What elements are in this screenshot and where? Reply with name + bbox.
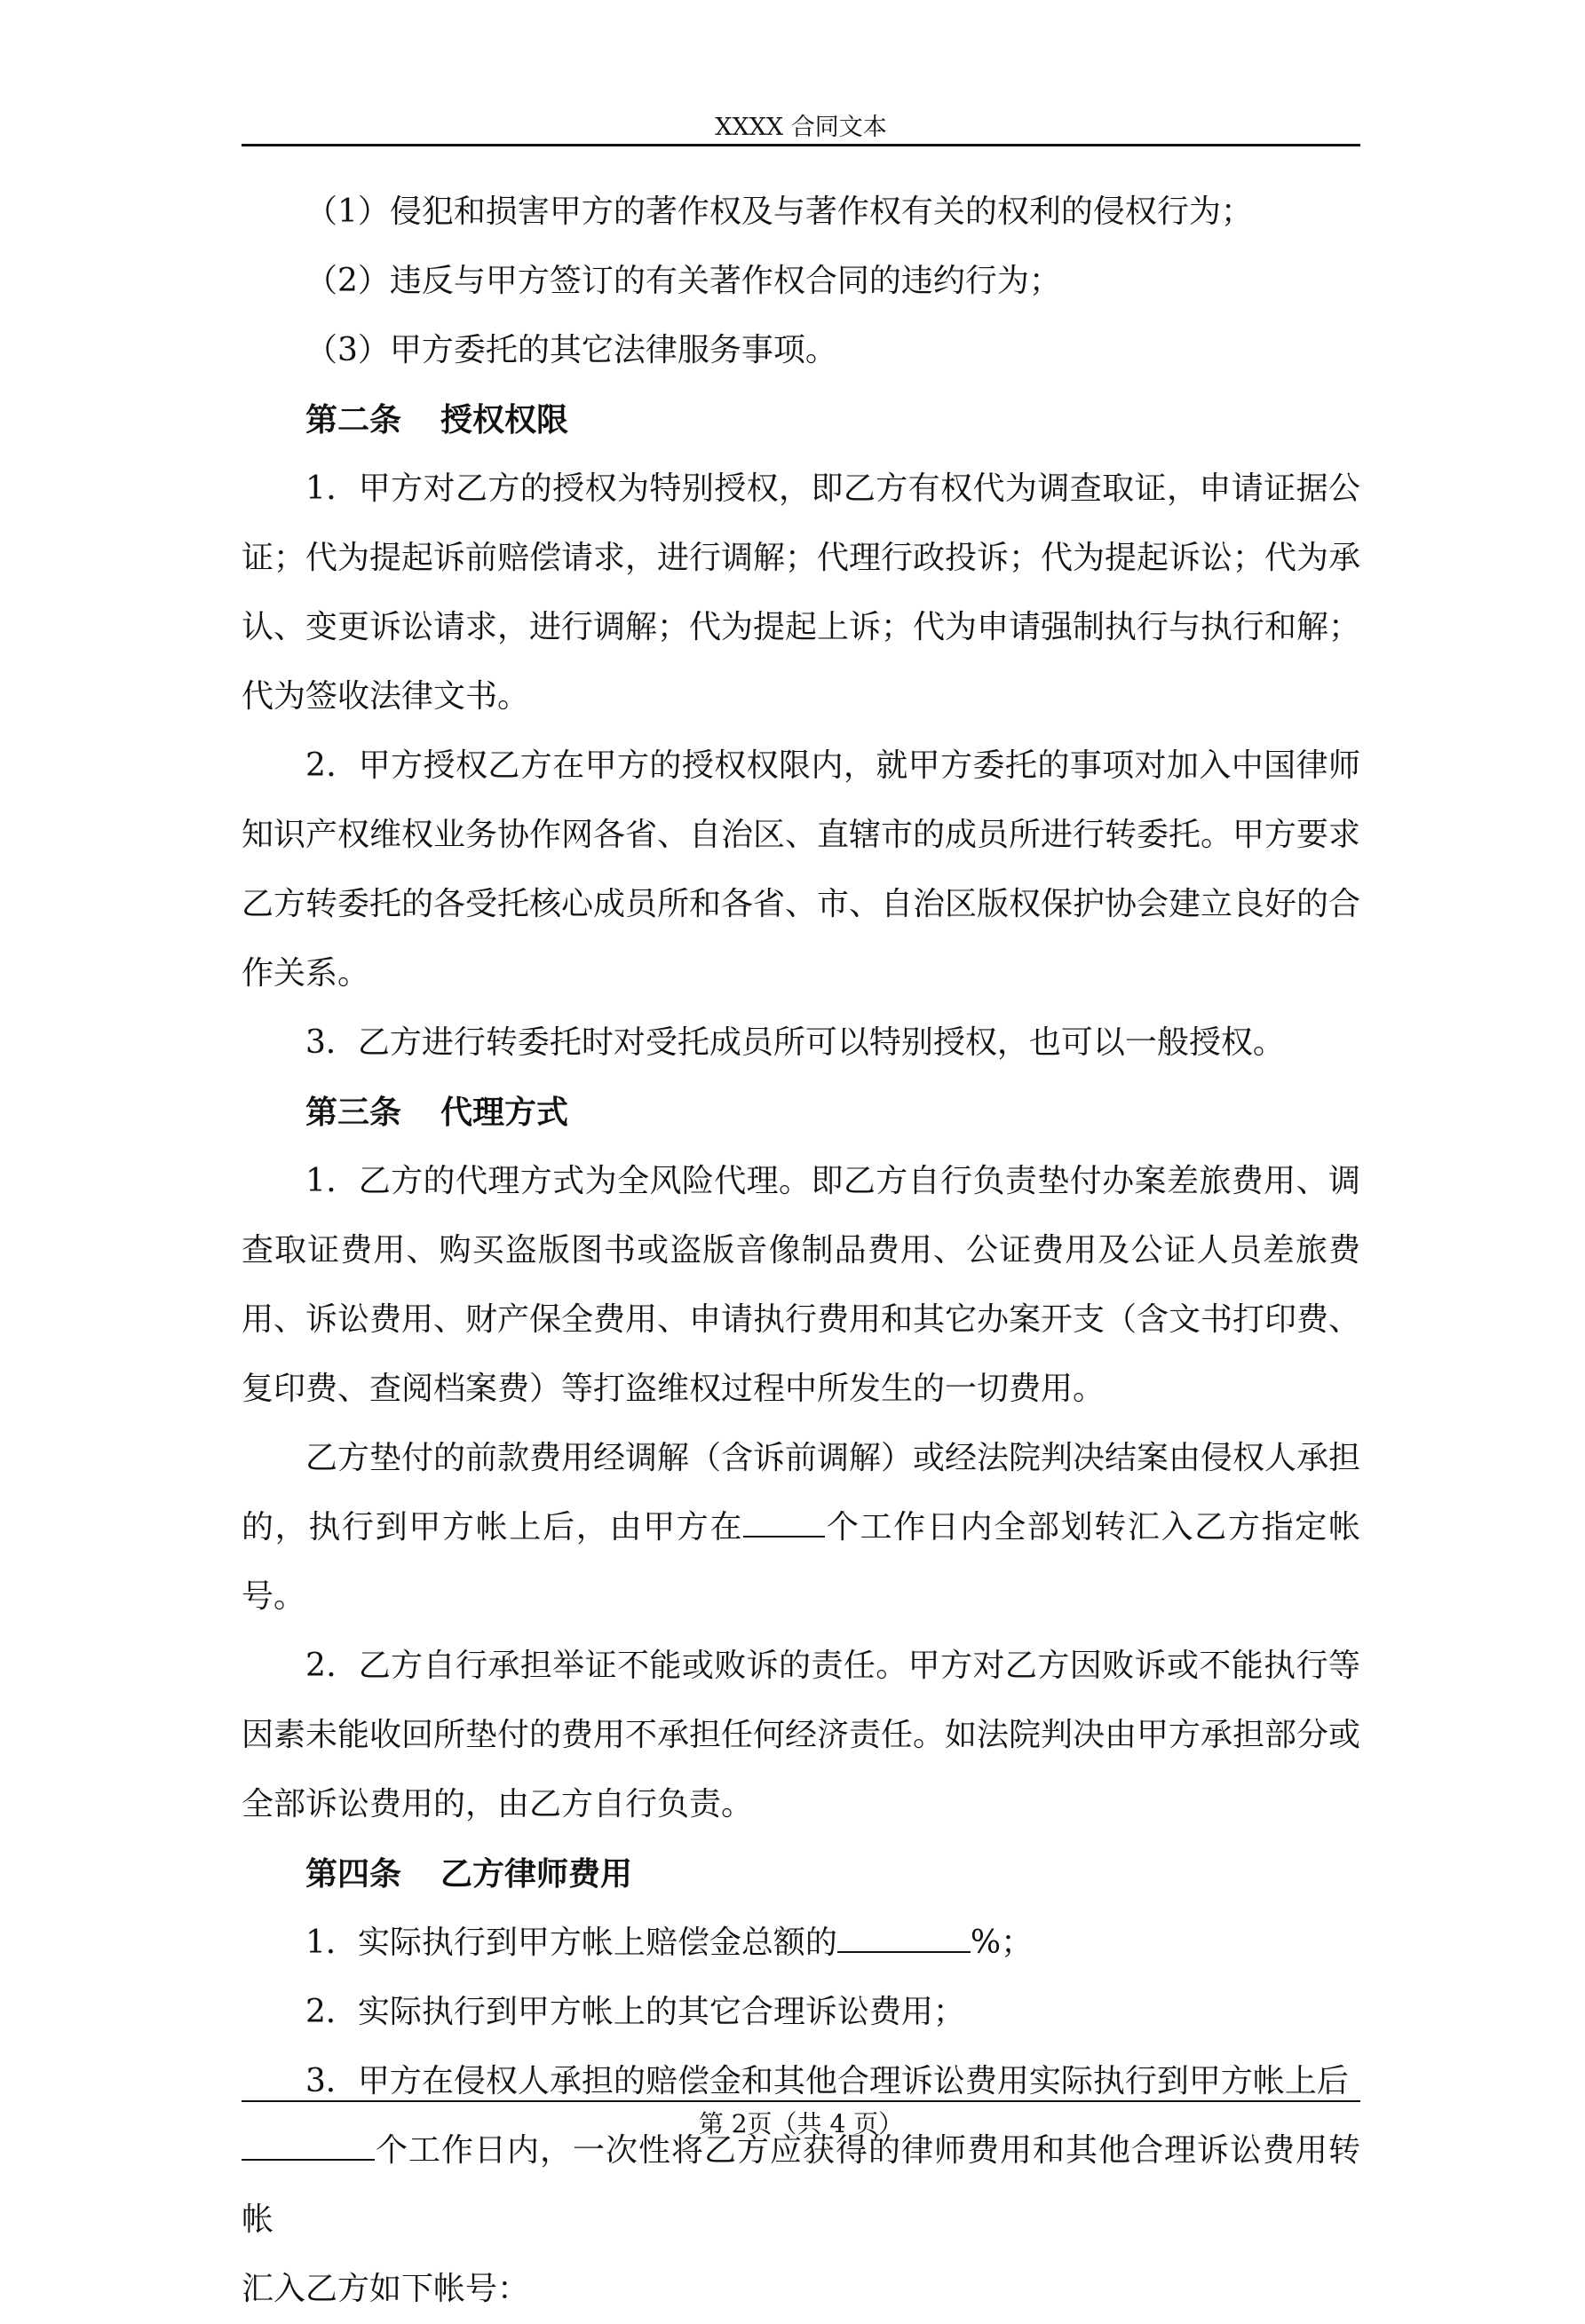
clause-item-3: （3）甲方委托的其它法律服务事项。 xyxy=(305,332,837,368)
article-2-paragraph-3: 3．乙方进行转委托时对受托成员所可以特别授权，也可以一般授权。 xyxy=(305,1024,1285,1061)
article-4-number: 第四条 xyxy=(305,1855,402,1893)
article-4-paragraph-3: 3．甲方在侵权人承担的赔偿金和其他合理诉讼费用实际执行到甲方帐上后 xyxy=(305,2063,1349,2099)
article-3-paragraph-2 xyxy=(242,1424,1360,1632)
article-3-paragraph-2-text-b: 个工作日内全部划转汇入乙方指定帐号。 xyxy=(242,1509,1360,1615)
article-4-paragraph-1-text-a: 1．实际执行到甲方帐上赔偿金总额的 xyxy=(305,1925,837,1961)
article-4-paragraph-2: 2．实际执行到甲方帐上的其它合理诉讼费用； xyxy=(305,1994,965,2030)
article-4-paragraph-1 xyxy=(242,1909,1360,1978)
page-number: 第 2页（共 4 页） xyxy=(698,2109,904,2138)
page-footer xyxy=(242,2100,1360,2146)
header-title: XXXX 合同文本 xyxy=(715,114,887,141)
article-4-paragraph-1-text-b: %； xyxy=(970,1925,1034,1961)
clause-item-1: （1）侵犯和损害甲方的著作权及与著作权有关的权利的侵权行为； xyxy=(305,194,1253,230)
article-3-title: 代理方式 xyxy=(440,1094,569,1131)
article-3-heading xyxy=(242,1078,1360,1147)
article-2-number: 第二条 xyxy=(305,401,402,439)
article-3-paragraph-3: 2．乙方自行承担举证不能或败诉的责任。甲方对乙方因败诉或不能执行等因素未能收回所垫付的费用不承担任何经济责任。如法院判决由甲方承担部分或全部诉讼费用的，由乙方自行负责。 xyxy=(242,1648,1361,1822)
article-2-heading xyxy=(242,385,1360,455)
days-blank-field[interactable] xyxy=(743,1509,825,1537)
article-2-paragraph-1: 1．甲方对乙方的授权为特别授权，即乙方有权代为调查取证，申请证据公证；代为提起诉前赔偿请求，进行调解；代理行政投诉；代为提起诉讼；代为承认、变更诉讼请求，进行调解；代为提起上诉；代为申请强制执行与执行和解；代为签收法律文书。 xyxy=(242,470,1361,715)
article-3-number: 第三条 xyxy=(305,1094,402,1131)
document-body xyxy=(242,178,1360,2324)
article-2-title: 授权权限 xyxy=(440,401,569,439)
article-3-paragraph-1: 1．乙方的代理方式为全风险代理。即乙方自行负责垫付办案差旅费用、调查取证费用、购买盗版图书或盗版音像制品费用、公证费用及公证人员差旅费用、诉讼费用、财产保全费用、申请执行费用和其它办案开支（含文书打印费、复印费、查阅档案费）等打盗维权过程中所发生的一切费用。 xyxy=(242,1163,1361,1407)
article-4-paragraph-3-text-a: 个工作日内，一次性将乙方应获得的律师费用和其他合理诉讼费用转帐 xyxy=(242,2132,1360,2238)
article-4-heading xyxy=(242,1839,1360,1909)
article-2-paragraph-2: 2．甲方授权乙方在甲方的授权权限内，就甲方委托的事项对加入中国律师知识产权维权业务协作网各省、自治区、直辖市的成员所进行转委托。甲方要求乙方转委托的各受托核心成员所和各省、市、自治区版权保护协会建立良好的合作关系。 xyxy=(242,747,1361,992)
article-4-paragraph-3-end: 汇入乙方如下帐号： xyxy=(242,2271,530,2307)
article-3-paragraph-2-text-a: 乙方垫付的前款费用经调解（含诉前调解）或经法院判决结案由侵权人承担的，执行到甲方帐上后，由甲方在 xyxy=(242,1440,1361,1545)
clause-item-2: （2）违反与甲方签订的有关著作权合同的违约行为； xyxy=(305,263,1061,299)
percentage-blank-field[interactable] xyxy=(837,1925,971,1953)
page-header xyxy=(242,108,1360,146)
article-4-title: 乙方律师费用 xyxy=(440,1855,633,1893)
